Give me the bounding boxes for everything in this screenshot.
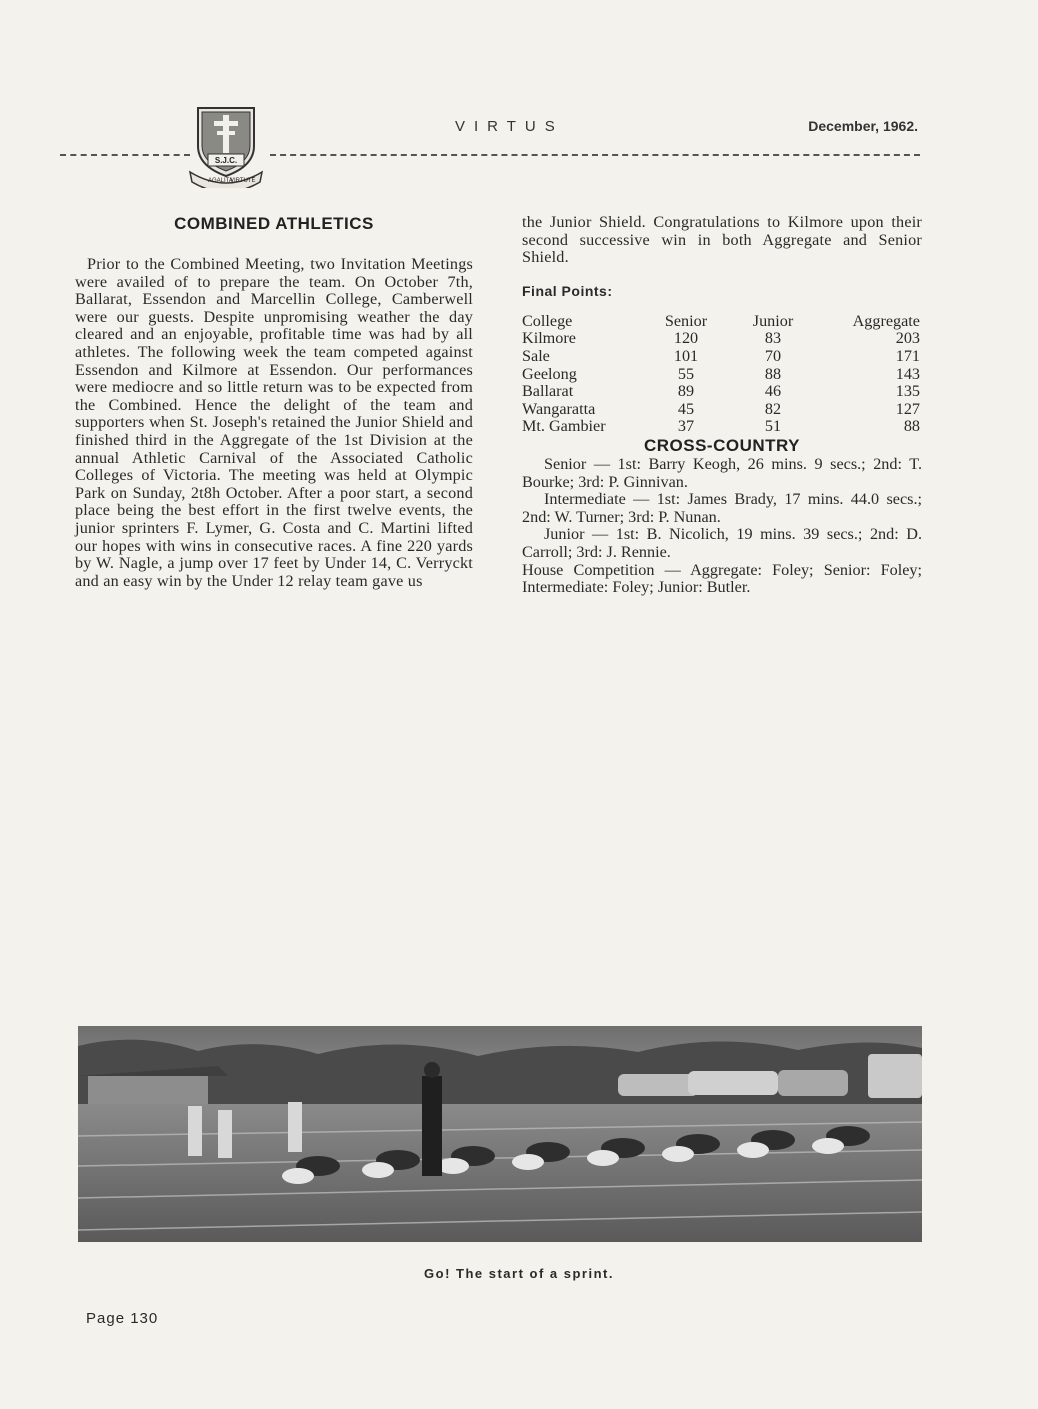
table-row xyxy=(522,418,922,436)
cross-country-results xyxy=(522,456,922,597)
junior-cell: 83 xyxy=(764,329,782,348)
photo-caption: Go! The start of a sprint. xyxy=(424,1266,614,1281)
article-paragraph: Prior to the Combined Meeting, two Invitation Meetings were availed of to prepare the team. On October 7th, Ballarat, Essendon and Marcellin College, Camberwell were our guests. Despite unpromising weather the day cleared and an enjoyable, profitable time was had by all athletes. The following week the team competed against Essendon and Kilmore at Essendon. Our performances were mediocre and so little return was to be expected from the Combined. Hence the delight of the team and supporters when St. Joseph's retained the Junior Shield and finished third in the Aggregate of the 1st Division at the annual Athletic Carnival of the Associated Catholic Colleges of Victoria. The meeting was held at Olympic Park on Sunday, 2t8h October. After a poor start, a second place being the best effort in the first twelve events, the junior sprinters F. Lymer, G. Costa and C. Martini lifted our hopes with wins in consecutive races. A fine 220 yards by W. Nagle, a jump over 17 feet by Under 14, C. Verryckt and an easy win by the Under 12 relay team gave us xyxy=(75,255,473,590)
senior-cell: 55 xyxy=(677,364,695,383)
college-cell: Geelong xyxy=(522,364,577,383)
college-cell: Mt. Gambier xyxy=(522,417,606,436)
college-crest-icon xyxy=(188,102,264,188)
page-number: Page 130 xyxy=(86,1310,159,1327)
column-header: Aggregate xyxy=(852,311,920,330)
college-cell: Sale xyxy=(522,346,550,365)
senior-cell: 37 xyxy=(677,417,695,436)
college-cell: Wangaratta xyxy=(522,399,596,418)
sprint-start-image xyxy=(78,1026,922,1242)
house-competition: House Competition — Aggregate: Foley; Senior: Foley; Intermediate: Foley; Junior: Butler. xyxy=(522,560,922,597)
junior-cell: 88 xyxy=(764,364,782,383)
college-cell: Kilmore xyxy=(522,329,576,348)
aggregate-cell: 143 xyxy=(895,364,920,383)
senior-cell: 101 xyxy=(673,346,699,365)
aggregate-cell: 127 xyxy=(895,399,920,418)
right-column xyxy=(522,214,922,597)
senior-cell: 89 xyxy=(677,382,695,401)
final-points-heading: Final Points: xyxy=(522,282,613,299)
senior-cell: 45 xyxy=(677,399,695,418)
aggregate-cell: 171 xyxy=(895,346,920,365)
junior-cell: 70 xyxy=(764,346,782,365)
left-column xyxy=(75,214,473,590)
masthead: VIRTUS xyxy=(455,118,564,135)
article-title: COMBINED ATHLETICS xyxy=(174,214,374,233)
junior-cell: 46 xyxy=(764,382,782,401)
result-entry: Intermediate — 1st: James Brady, 17 mins. 44.0 secs.; 2nd: W. Turner; 3rd: P. Nunan. xyxy=(522,490,922,526)
aggregate-cell: 88 xyxy=(903,417,920,436)
header-rule-left xyxy=(60,154,190,156)
junior-cell: 82 xyxy=(764,399,782,418)
table-row xyxy=(522,348,922,366)
issue-date: December, 1962. xyxy=(808,118,918,134)
senior-cell: 120 xyxy=(673,329,699,348)
page-header xyxy=(0,0,1038,200)
aggregate-cell: 135 xyxy=(895,382,920,401)
column-header: Junior xyxy=(752,311,794,330)
header-rule-right xyxy=(270,154,920,156)
aggregate-cell: 203 xyxy=(895,329,920,348)
sprint-photo xyxy=(78,1026,922,1242)
cross-country-title: CROSS-COUNTRY xyxy=(643,435,801,455)
article-continuation: the Junior Shield. Congratulations to Kilmore upon their second successive win in both Aggregate and Senior Shield. xyxy=(522,213,922,267)
crest-motto-right: VIRTUTE xyxy=(230,178,256,184)
crest-motto-left: AGALITA xyxy=(208,178,233,184)
table-row xyxy=(522,330,922,348)
table-row xyxy=(522,366,922,384)
final-points-table xyxy=(522,313,922,436)
table-row xyxy=(522,401,922,419)
column-header: Senior xyxy=(664,311,708,330)
table-row xyxy=(522,383,922,401)
table-header-row xyxy=(522,313,922,331)
result-entry: Senior — 1st: Barry Keogh, 26 mins. 9 secs.; 2nd: T. Bourke; 3rd: P. Ginnivan. xyxy=(522,454,922,491)
crest-initials: S.J.C. xyxy=(214,156,238,165)
junior-cell: 51 xyxy=(764,417,782,436)
college-cell: Ballarat xyxy=(522,382,574,401)
column-header: College xyxy=(522,311,573,330)
result-entry: Junior — 1st: B. Nicolich, 19 mins. 39 secs.; 2nd: D. Carroll; 3rd: J. Rennie. xyxy=(522,525,922,561)
